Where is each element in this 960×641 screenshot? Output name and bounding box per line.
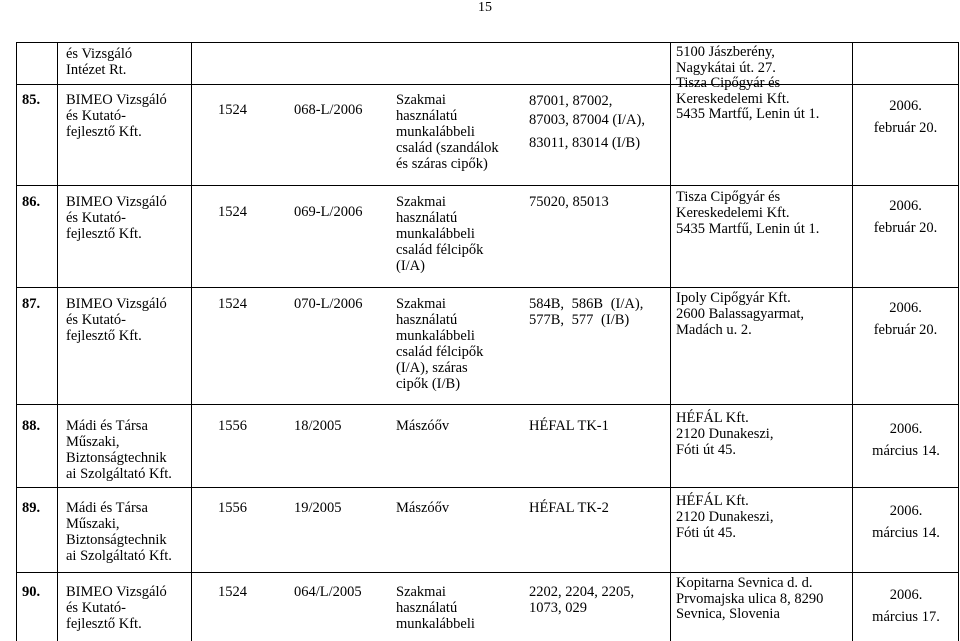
maker-cell: Kopitarna Sevnica d. d. Prvomajska ulica 8, 8290 Sevnica, Slovenia [676, 575, 824, 622]
code-cell: 1556 [218, 418, 247, 434]
types-cell: 75020, 85013 [529, 194, 609, 210]
product-cell: Szakmai használatú munkalábbeli család félcipők (I/A) [396, 194, 484, 274]
maker-cell: 5100 Jászberény, Nagykátai út. 27. Tisza Cipőgyár és Kereskedelemi Kft. 5435 Martfű, Lenin út 1. [676, 44, 820, 122]
types-cell: 87001, 87002, 87003, 87004 (I/A), 83011, 83014 (I/B) [529, 93, 645, 151]
date-cell: 2006. február 20. [873, 198, 938, 236]
row-line [16, 487, 959, 488]
code-cell: 1556 [218, 500, 247, 516]
maker-cell: Tisza Cipőgyár és Kereskedelemi Kft. 5435 Martfű, Lenin út 1. [676, 189, 820, 237]
column-line [191, 42, 192, 641]
row-line [16, 287, 959, 288]
product-cell: Szakmai használatú munkalábbeli család félcipők (I/A), száras cipők (I/B) [396, 296, 484, 392]
row-number: 86. [22, 194, 41, 210]
date-cell: 2006. március 17. [872, 587, 940, 625]
column-line [670, 42, 671, 641]
column-line [57, 42, 58, 641]
product-cell: Mászóőv [396, 418, 450, 434]
row-number: 89. [22, 500, 41, 516]
date-cell: 2006. február 20. [873, 300, 938, 338]
product-cell: Szakmai használatú munkalábbeli [396, 584, 475, 632]
date-cell: 2006. március 14. [872, 503, 940, 541]
reg-cell: 068-L/2006 [294, 102, 363, 118]
code-cell: 1524 [218, 584, 247, 600]
date-cell: 2006. február 20. [873, 98, 938, 136]
product-cell: Szakmai használatú munkalábbeli család (szandálok és száras cipők) [396, 92, 499, 172]
row-number: 85. [22, 92, 41, 108]
org-cell: BIMEO Vizsgáló és Kutató- fejlesztő Kft. [66, 296, 167, 344]
row-line [16, 404, 959, 405]
org-cell: BIMEO Vizsgáló és Kutató- fejlesztő Kft. [66, 584, 167, 632]
page-number: 15 [478, 0, 492, 15]
row-number: 87. [22, 296, 41, 312]
date-cell: 2006. március 14. [872, 421, 940, 459]
types-cell: 584B, 586B (I/A), 577B, 577 (I/B) [529, 296, 644, 328]
product-cell: Mászóőv [396, 500, 450, 516]
reg-cell: 069-L/2006 [294, 204, 363, 220]
types-cell: HÉFAL TK-1 [529, 418, 609, 434]
column-line [852, 42, 853, 641]
maker-cell: HÉFÁL Kft. 2120 Dunakeszi, Fóti út 45. [676, 410, 774, 458]
maker-cell: HÉFÁL Kft. 2120 Dunakeszi, Fóti út 45. [676, 493, 774, 541]
row-line [16, 572, 959, 573]
org-cell: BIMEO Vizsgáló és Kutató- fejlesztő Kft. [66, 194, 167, 242]
org-cell: Mádi és Társa Műszaki, Biztonságtechnik ai Szolgáltató Kft. [66, 418, 172, 482]
org-cell: BIMEO Vizsgáló és Kutató- fejlesztő Kft. [66, 92, 167, 140]
reg-cell: 19/2005 [294, 500, 342, 516]
org-continued: és Vizsgáló Intézet Rt. [66, 46, 133, 78]
code-cell: 1524 [218, 102, 247, 118]
code-cell: 1524 [218, 296, 247, 312]
row-line [16, 185, 959, 186]
reg-cell: 070-L/2006 [294, 296, 363, 312]
row-line [16, 42, 959, 43]
reg-cell: 18/2005 [294, 418, 342, 434]
column-line [958, 42, 959, 641]
types-cell: HÉFAL TK-2 [529, 500, 609, 516]
row-number: 90. [22, 584, 41, 600]
row-number: 88. [22, 418, 41, 434]
org-cell: Mádi és Társa Műszaki, Biztonságtechnik ai Szolgáltató Kft. [66, 500, 172, 564]
types-cell: 2202, 2204, 2205, 1073, 029 [529, 584, 635, 616]
code-cell: 1524 [218, 204, 247, 220]
reg-cell: 064/L/2005 [294, 584, 362, 600]
column-line [16, 42, 17, 641]
maker-cell: Ipoly Cipőgyár Kft. 2600 Balassagyarmat, Madách u. 2. [676, 290, 805, 338]
